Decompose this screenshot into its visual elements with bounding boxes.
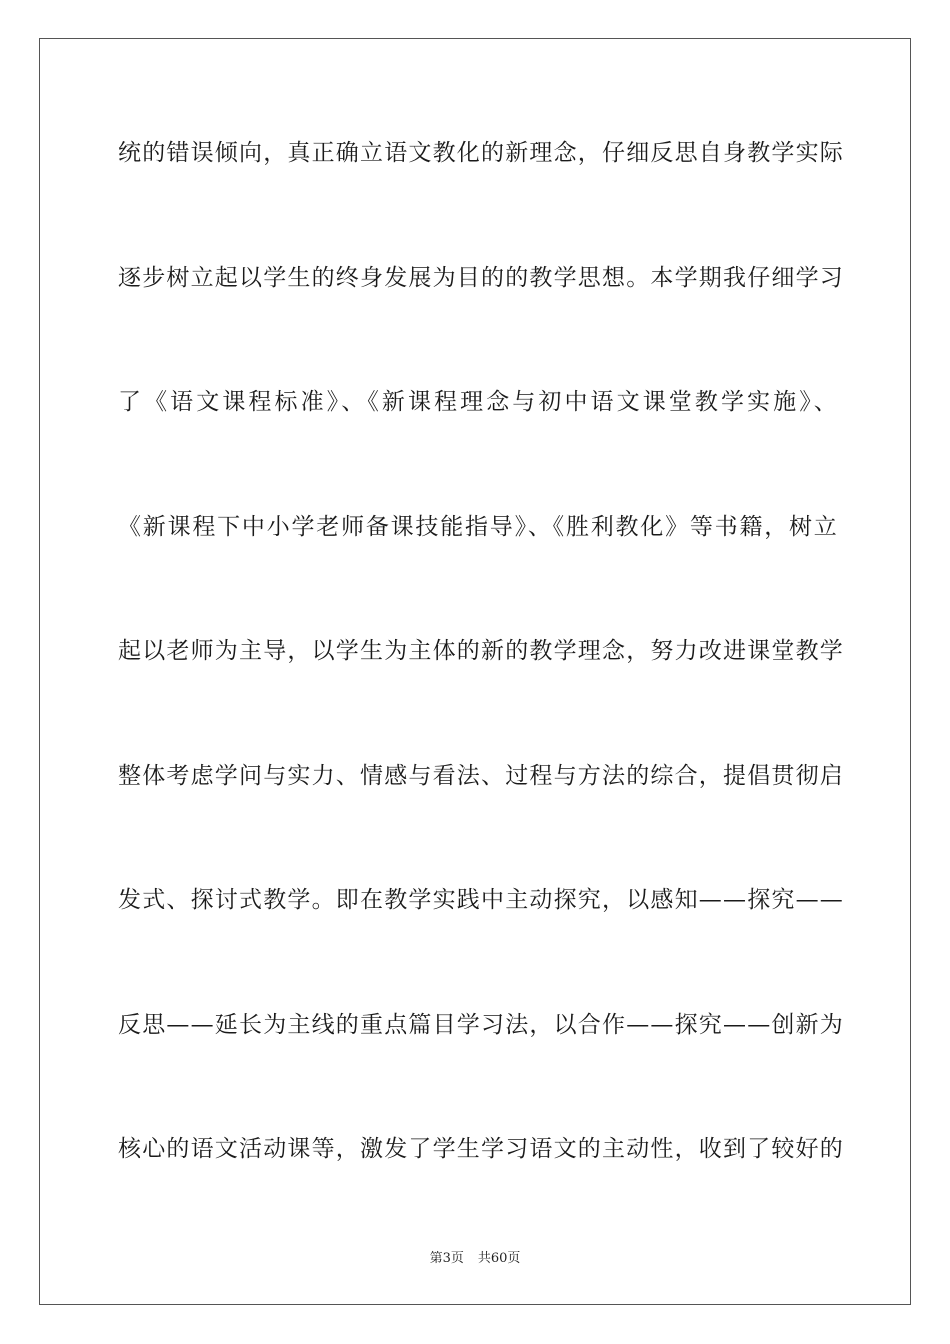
- text-line-7: 发式、探讨式教学。即在教学实践中主动探究，以感知——探究——: [118, 887, 844, 913]
- total-page-count: 共60页: [477, 1251, 521, 1266]
- text-line-2: 逐步树立起以学生的终身发展为目的的教学思想。本学期我仔细学习: [118, 264, 844, 291]
- page-footer: [0, 1247, 950, 1266]
- text-line-4: 《新课程下中小学老师备课技能指导》、《胜利教化》等书籍，树立: [118, 513, 838, 540]
- text-line-3: 了《语文课程标准》、《新课程理念与初中语文课堂教学实施》、: [118, 389, 838, 415]
- text-line-6: 整体考虑学问与实力、情感与看法、过程与方法的综合，提倡贯彻启: [118, 762, 844, 789]
- text-line-5: 起以老师为主导，以学生为主体的新的教学理念，努力改进课堂教学: [118, 638, 844, 664]
- text-line-1: 统的错误倾向，真正确立语文教化的新理念，仔细反思自身教学实际: [118, 140, 844, 166]
- text-line-9: 核心的语文活动课等，激发了学生学习语文的主动性，收到了较好的: [118, 1136, 844, 1162]
- text-line-8: 反思——延长为主线的重点篇目学习法，以合作——探究——创新为: [118, 1011, 844, 1038]
- document-body: [118, 130, 844, 1251]
- current-page-number: 第3页: [429, 1251, 464, 1266]
